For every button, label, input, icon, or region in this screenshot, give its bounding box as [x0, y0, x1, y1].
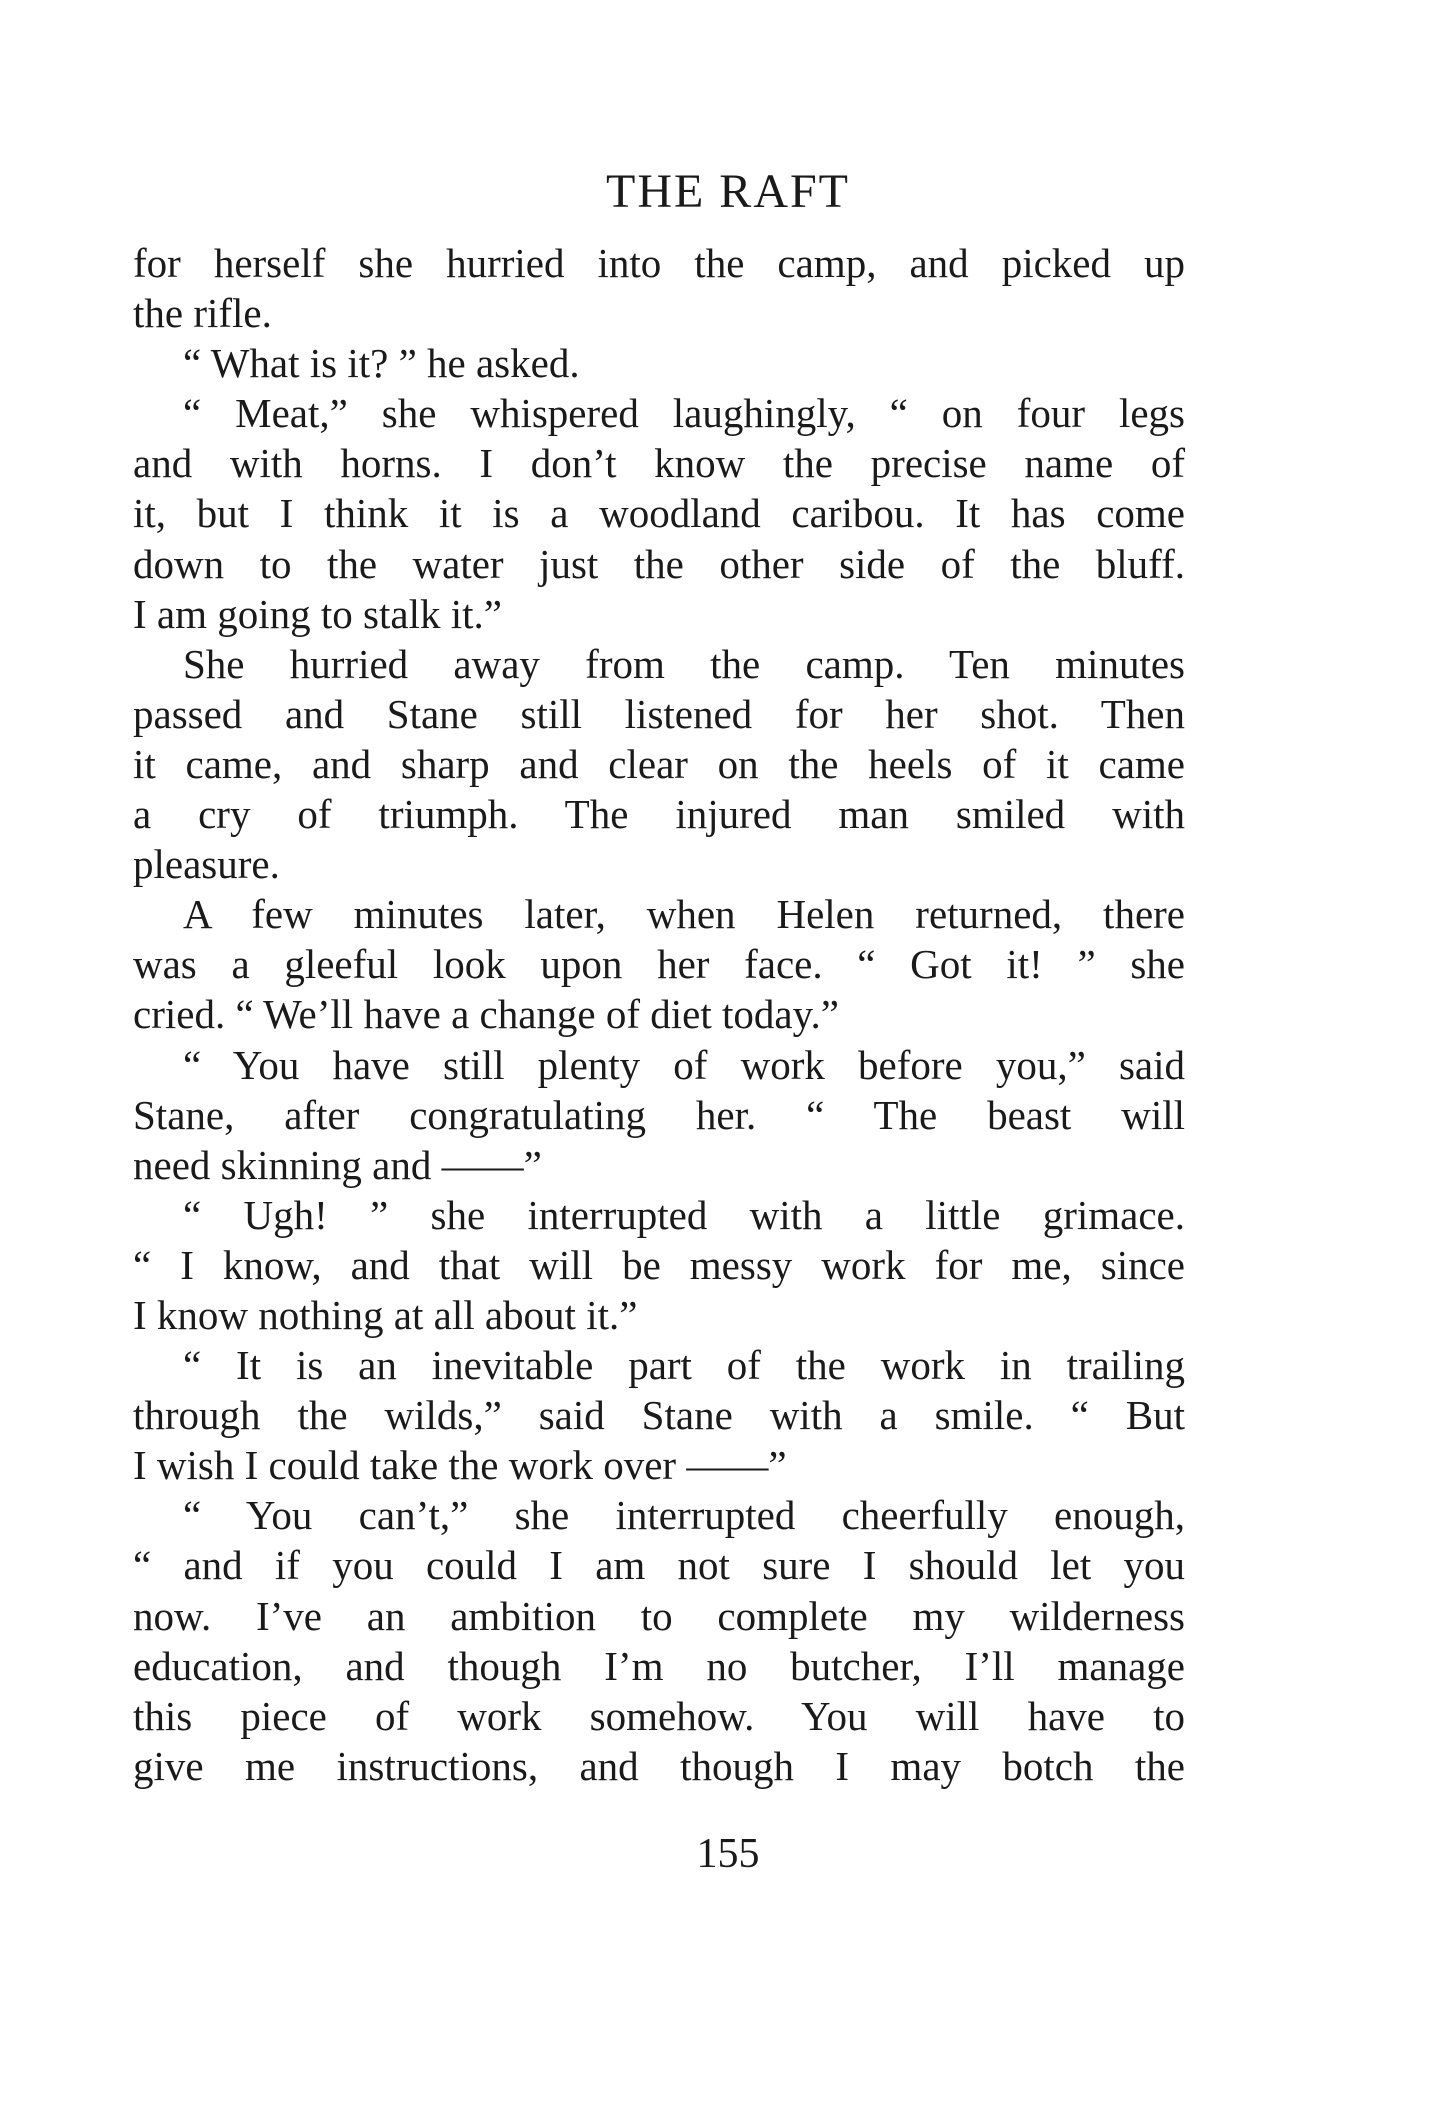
- text-line: the rifle.: [133, 290, 272, 337]
- text-line: this piece of work somehow. You will have to: [133, 1692, 1185, 1739]
- text-line: through the wilds,” said Stane with a smile. “ But: [133, 1392, 1185, 1439]
- text-line: and with horns. I don’t know the precise name of: [133, 440, 1185, 487]
- text-line: “ You can’t,” she interrupted cheerfully enough,: [183, 1492, 1185, 1539]
- body-text: [133, 238, 1185, 1791]
- text-line: I am going to stalk it.”: [133, 590, 502, 637]
- text-line: a cry of triumph. The injured man smiled with: [133, 791, 1185, 838]
- text-line: down to the water just the other side of the bluff.: [133, 540, 1185, 587]
- text-line: “ What is it? ” he asked.: [183, 340, 580, 387]
- text-line: give me instructions, and though I may botch the: [133, 1742, 1185, 1789]
- text-line: need skinning and ——”: [133, 1141, 542, 1188]
- text-line: passed and Stane still listened for her shot. Then: [133, 690, 1185, 737]
- text-line: “ You have still plenty of work before you,” said: [183, 1041, 1185, 1088]
- text-line: “ Ugh! ” she interrupted with a little grimace.: [183, 1191, 1185, 1238]
- text-line: for herself she hurried into the camp, and picked up: [133, 240, 1185, 286]
- text-line: it came, and sharp and clear on the heels of it came: [133, 740, 1185, 787]
- text-line: “ It is an inevitable part of the work in trailing: [183, 1342, 1185, 1389]
- text-line: “ Meat,” she whispered laughingly, “ on four legs: [183, 390, 1185, 437]
- text-line: education, and though I’m no butcher, I’ll manage: [133, 1642, 1185, 1689]
- text-line: She hurried away from the camp. Ten minutes: [183, 640, 1185, 687]
- text-line: Stane, after congratulating her. “ The beast will: [133, 1091, 1185, 1138]
- text-line: was a gleeful look upon her face. “ Got it! ” she: [133, 941, 1185, 988]
- text-line: now. I’ve an ambition to complete my wilderness: [133, 1592, 1185, 1639]
- page-number: 155: [696, 1831, 760, 1877]
- running-head: THE RAFT: [606, 165, 850, 218]
- text-line: I wish I could take the work over ——”: [133, 1442, 787, 1489]
- text-line: pleasure.: [133, 841, 280, 888]
- text-line: I know nothing at all about it.”: [133, 1291, 638, 1338]
- text-line: A few minutes later, when Helen returned, there: [183, 891, 1185, 938]
- text-line: “ and if you could I am not sure I should let you: [133, 1542, 1185, 1589]
- text-line: it, but I think it is a woodland caribou. It has come: [133, 490, 1185, 537]
- text-line: “ I know, and that will be messy work for me, since: [133, 1241, 1185, 1288]
- text-line: cried. “ We’ll have a change of diet today.”: [133, 991, 839, 1038]
